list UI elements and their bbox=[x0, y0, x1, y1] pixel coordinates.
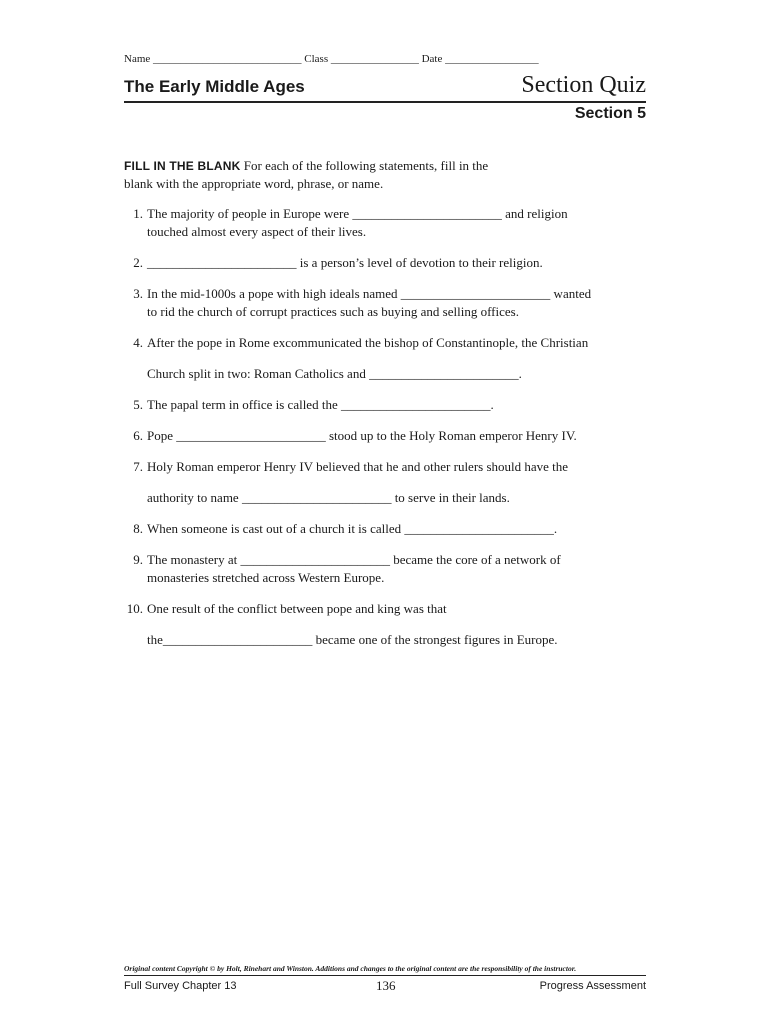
question-text: One result of the conflict between pope and king was that bbox=[147, 601, 447, 616]
question-text: When someone is cast out of a church it is called _______________________. bbox=[147, 521, 558, 536]
question-number: 7. bbox=[133, 459, 143, 474]
question-2 bbox=[124, 254, 654, 272]
question-10 bbox=[124, 600, 654, 649]
question-3 bbox=[124, 285, 654, 321]
name-label: Name bbox=[124, 53, 151, 65]
question-8 bbox=[124, 520, 654, 538]
question-text-cont: the_______________________ became one of the strongest figures in Europe. bbox=[147, 632, 558, 647]
question-text-cont: to rid the church of corrupt practices such as buying and selling offices. bbox=[147, 304, 519, 319]
question-4 bbox=[124, 334, 654, 383]
footer-divider bbox=[124, 975, 646, 976]
instructions-text-2: blank with the appropriate word, phrase, or name. bbox=[124, 176, 384, 191]
question-number: 10. bbox=[126, 601, 143, 616]
title-divider bbox=[124, 101, 646, 103]
question-number: 2. bbox=[133, 255, 143, 270]
question-text: The monastery at _______________________ became the core of a network of bbox=[147, 552, 561, 567]
question-number: 3. bbox=[133, 286, 143, 301]
question-5 bbox=[124, 396, 654, 414]
question-text: The papal term in office is called the _______________________. bbox=[147, 397, 494, 412]
name-blank: ___________________________ bbox=[153, 53, 302, 65]
question-9 bbox=[124, 551, 654, 587]
footer-section: Progress Assessment bbox=[539, 980, 646, 992]
class-label: Class bbox=[304, 53, 329, 65]
page-number: 136 bbox=[376, 978, 396, 993]
question-1 bbox=[124, 205, 654, 241]
question-6 bbox=[124, 427, 654, 445]
page-title: The Early Middle Ages bbox=[124, 77, 305, 96]
question-text: In the mid-1000s a pope with high ideals named _______________________ wanted bbox=[147, 286, 592, 301]
question-7 bbox=[124, 458, 654, 507]
question-text: After the pope in Rome excommunicated the bishop of Constantinople, the Christian bbox=[147, 335, 589, 350]
instructions-text: For each of the following statements, fill in the bbox=[243, 158, 489, 173]
question-number: 1. bbox=[133, 206, 143, 221]
copyright-notice: Original content Copyright © by Holt, Rinehart and Winston. Additions and changes to the original content are the responsibility of the instructor. bbox=[124, 964, 577, 973]
question-number: 5. bbox=[133, 397, 143, 412]
quiz-label: Section Quiz bbox=[521, 72, 646, 98]
question-text: _______________________ is a person’s level of devotion to their religion. bbox=[147, 255, 543, 270]
question-number: 6. bbox=[133, 428, 143, 443]
question-text-cont: touched almost every aspect of their lives. bbox=[147, 224, 367, 239]
footer-chapter: Full Survey Chapter 13 bbox=[124, 980, 237, 992]
date-blank: _________________ bbox=[445, 53, 539, 65]
question-list bbox=[124, 205, 654, 662]
question-text-cont: monasteries stretched across Western Europe. bbox=[147, 570, 385, 585]
question-text: The majority of people in Europe were _______________________ and religion bbox=[147, 206, 568, 221]
question-number: 4. bbox=[133, 335, 143, 350]
title-row bbox=[124, 72, 646, 104]
student-info-row bbox=[124, 53, 654, 65]
section-label: Section 5 bbox=[574, 105, 646, 122]
instructions-heading: FILL IN THE BLANK bbox=[124, 159, 241, 173]
question-text: Pope _______________________ stood up to the Holy Roman emperor Henry IV. bbox=[147, 428, 577, 443]
date-label: Date bbox=[421, 53, 443, 65]
instructions bbox=[124, 157, 574, 193]
question-number: 9. bbox=[133, 552, 143, 567]
question-number: 8. bbox=[133, 521, 143, 536]
class-blank: ________________ bbox=[330, 53, 419, 65]
question-text-cont: authority to name _______________________ to serve in their lands. bbox=[147, 490, 510, 505]
question-text: Holy Roman emperor Henry IV believed that he and other rulers should have the bbox=[147, 459, 569, 474]
question-text-cont: Church split in two: Roman Catholics and _______________________. bbox=[147, 366, 522, 381]
